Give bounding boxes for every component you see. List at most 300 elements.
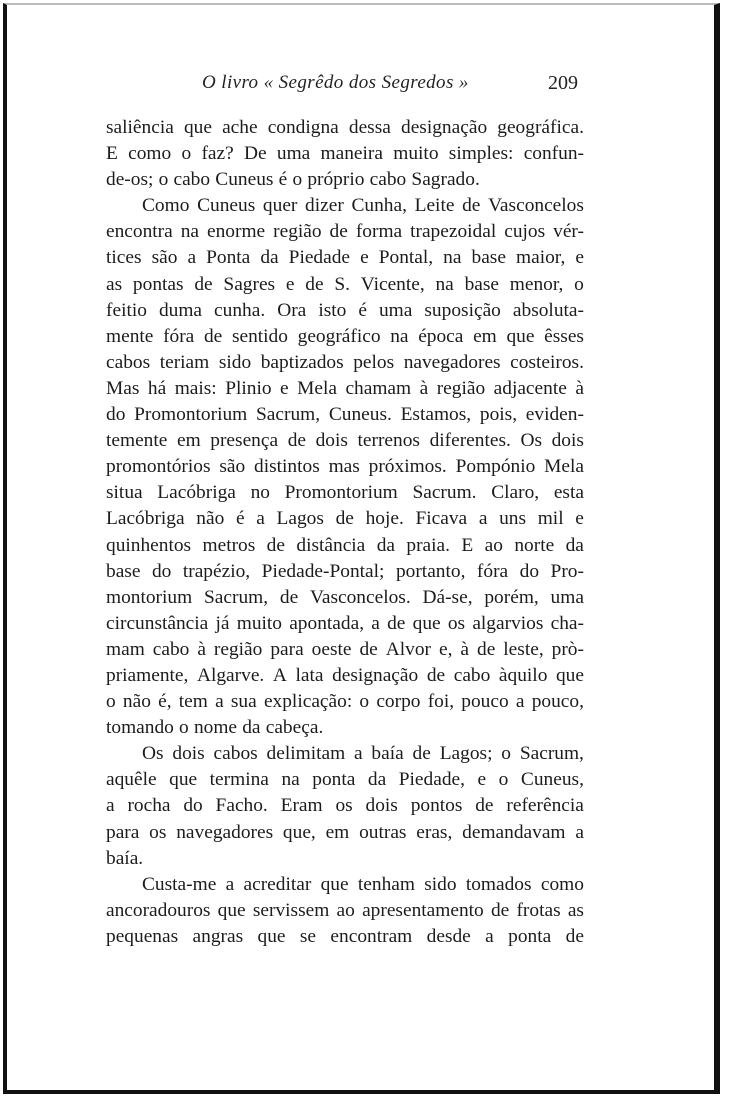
word: dois bbox=[315, 430, 348, 452]
word: que bbox=[217, 899, 246, 921]
word: cunha. bbox=[214, 299, 266, 321]
word: em bbox=[325, 821, 350, 843]
word: Piedade, bbox=[398, 769, 465, 791]
word: frotas bbox=[516, 899, 561, 921]
body-text bbox=[106, 115, 584, 950]
word: diferentes. bbox=[429, 430, 511, 452]
text-line bbox=[106, 167, 584, 193]
word: Cuneus, bbox=[520, 769, 584, 791]
word: portanto, bbox=[395, 560, 466, 582]
word: muito bbox=[393, 143, 439, 165]
word: corpo bbox=[376, 691, 421, 713]
word: termina bbox=[209, 769, 269, 791]
word: pouco bbox=[461, 691, 509, 713]
text-line bbox=[106, 663, 584, 689]
word: ancoradouros bbox=[106, 899, 211, 921]
word: uma bbox=[276, 143, 311, 165]
word: na bbox=[435, 273, 454, 295]
word: se bbox=[299, 925, 317, 947]
text-line bbox=[106, 454, 584, 480]
text-line bbox=[106, 820, 584, 846]
word: Lagos bbox=[276, 508, 324, 530]
word: da bbox=[565, 534, 584, 556]
word: algarvios bbox=[472, 612, 544, 634]
word: maior, bbox=[516, 247, 566, 269]
word: pouco, bbox=[531, 691, 584, 713]
word: a bbox=[225, 873, 235, 895]
word: Cuneus. bbox=[328, 404, 392, 426]
word: em bbox=[473, 325, 497, 347]
word: geográfica. bbox=[497, 117, 584, 138]
word: as bbox=[106, 273, 123, 295]
word: porém, bbox=[484, 586, 539, 608]
word: Sacrum. bbox=[412, 482, 477, 504]
word: geográfico bbox=[297, 325, 381, 347]
word: há bbox=[147, 377, 167, 399]
word: a bbox=[485, 925, 494, 947]
text-line bbox=[106, 506, 584, 532]
text-line bbox=[106, 350, 584, 376]
word: enorme bbox=[207, 221, 266, 243]
word: duma bbox=[158, 299, 203, 321]
word: esta bbox=[553, 482, 584, 504]
word: dois bbox=[172, 743, 205, 765]
text-line bbox=[106, 898, 584, 924]
word: de bbox=[565, 925, 584, 947]
text-line bbox=[106, 219, 584, 245]
word: o bbox=[179, 717, 189, 739]
word: à bbox=[575, 377, 584, 399]
word: a bbox=[515, 691, 525, 713]
word: como bbox=[540, 873, 584, 895]
word: Vasconcelos. bbox=[309, 586, 411, 608]
word: as bbox=[567, 899, 584, 921]
word: é, bbox=[158, 691, 172, 713]
word: na bbox=[281, 769, 300, 791]
word: da bbox=[260, 247, 279, 269]
word: do bbox=[106, 404, 126, 426]
word: na bbox=[180, 221, 200, 243]
word: a bbox=[215, 691, 224, 713]
word: cabo bbox=[173, 169, 211, 191]
word: de bbox=[194, 273, 213, 295]
word: leste, bbox=[503, 638, 544, 660]
word: baía. bbox=[106, 847, 144, 869]
word: sido bbox=[424, 873, 457, 895]
word: ao bbox=[336, 899, 355, 921]
word: o bbox=[498, 769, 509, 791]
word: cabos bbox=[213, 743, 258, 765]
word: promontórios bbox=[106, 456, 211, 478]
word: teriam bbox=[159, 351, 210, 373]
word: faz? bbox=[201, 143, 234, 165]
word: Ponta bbox=[206, 247, 251, 269]
text-line bbox=[106, 846, 584, 872]
word: Vicente, bbox=[360, 273, 425, 295]
word: de bbox=[335, 508, 354, 530]
word: sido bbox=[218, 351, 252, 373]
word: distância bbox=[296, 534, 366, 556]
word: trapezoidal bbox=[410, 221, 497, 243]
word: uma bbox=[550, 586, 584, 608]
word: de bbox=[203, 325, 223, 347]
word: suposição bbox=[424, 299, 501, 321]
word: Dá-se, bbox=[422, 586, 473, 608]
text-line bbox=[106, 585, 584, 611]
word: uns bbox=[499, 508, 527, 530]
text-line bbox=[106, 428, 584, 454]
running-title: O livro « Segrêdo dos Segredos » bbox=[202, 72, 469, 93]
word: Promontorium bbox=[284, 482, 398, 504]
word: o bbox=[181, 143, 192, 165]
word: à bbox=[197, 638, 206, 660]
text-line bbox=[106, 533, 584, 559]
word: de bbox=[279, 586, 299, 608]
text-line bbox=[106, 559, 584, 585]
word: priamente, bbox=[106, 664, 189, 686]
text-line bbox=[106, 402, 584, 428]
word: cabo bbox=[453, 664, 491, 686]
word: presença bbox=[210, 430, 279, 452]
word: E bbox=[106, 143, 118, 165]
word: Ora bbox=[277, 299, 307, 321]
word: tem bbox=[178, 691, 208, 713]
word: mais: bbox=[174, 377, 217, 399]
word: encontra bbox=[106, 221, 173, 243]
word: que bbox=[169, 769, 198, 791]
word: já bbox=[215, 612, 230, 634]
word: Os bbox=[142, 743, 164, 765]
word: não bbox=[122, 691, 151, 713]
word: de bbox=[266, 534, 285, 556]
word: circunstância bbox=[106, 612, 209, 634]
word: Ficava bbox=[415, 508, 468, 530]
word: acreditar bbox=[243, 873, 312, 895]
word: os bbox=[149, 821, 167, 843]
word: de bbox=[387, 612, 406, 634]
word: apontada, bbox=[289, 612, 365, 634]
word: E bbox=[461, 534, 474, 556]
word: delimitam bbox=[266, 743, 346, 765]
word: como bbox=[128, 143, 172, 165]
word: de bbox=[462, 195, 481, 217]
text-line bbox=[106, 193, 584, 219]
word: da bbox=[367, 769, 387, 791]
word: Cuneus bbox=[215, 169, 274, 191]
word: no bbox=[250, 482, 270, 504]
word: e bbox=[360, 247, 369, 269]
word: hoje. bbox=[365, 508, 404, 530]
word: o bbox=[158, 169, 169, 191]
word: o bbox=[501, 743, 511, 765]
word: Claro, bbox=[491, 482, 540, 504]
word: região bbox=[436, 377, 486, 399]
word: próximos. bbox=[368, 456, 447, 478]
word: ache bbox=[222, 117, 258, 138]
word: nome bbox=[193, 717, 238, 739]
word: próprio bbox=[307, 169, 365, 191]
word: para bbox=[106, 821, 140, 843]
word: da bbox=[376, 534, 395, 556]
word: forma bbox=[355, 221, 403, 243]
word: tomados bbox=[465, 873, 532, 895]
word: e, bbox=[438, 638, 453, 660]
word: do bbox=[519, 560, 540, 582]
text-line bbox=[106, 324, 584, 350]
word: navegadores bbox=[403, 351, 501, 373]
word: a bbox=[187, 247, 197, 269]
word: base bbox=[106, 560, 141, 582]
word: menor, bbox=[509, 273, 564, 295]
word: pontos bbox=[410, 795, 463, 817]
word: mente bbox=[106, 325, 154, 347]
word: o bbox=[106, 691, 116, 713]
word: Sagrado. bbox=[411, 169, 480, 191]
word: distintos bbox=[254, 456, 320, 478]
word: base bbox=[464, 273, 500, 295]
word: S. bbox=[334, 273, 350, 295]
word: maneira bbox=[320, 143, 383, 165]
word: êsses bbox=[544, 325, 584, 347]
word: de bbox=[287, 430, 306, 452]
word: Pro- bbox=[550, 560, 584, 582]
word: e bbox=[477, 769, 487, 791]
word: Alvor bbox=[385, 638, 432, 660]
word: Facho. bbox=[215, 795, 268, 817]
word: pequenas bbox=[106, 925, 179, 947]
word: angras bbox=[192, 925, 244, 947]
word: dois bbox=[551, 430, 584, 452]
text-line bbox=[106, 689, 584, 715]
word: Vasconcelos bbox=[488, 195, 584, 217]
word: são bbox=[219, 456, 246, 478]
word: dessa bbox=[348, 117, 391, 138]
word: mam bbox=[106, 638, 145, 660]
word: sua bbox=[230, 691, 257, 713]
text-line bbox=[106, 376, 584, 402]
text-line bbox=[106, 715, 584, 741]
text-line bbox=[106, 115, 584, 141]
word: designação bbox=[401, 117, 488, 138]
word: outras bbox=[359, 821, 407, 843]
word: encontram bbox=[330, 925, 413, 947]
word: de bbox=[329, 221, 348, 243]
text-line bbox=[106, 272, 584, 298]
word: sentido bbox=[231, 325, 288, 347]
word: a bbox=[478, 508, 488, 530]
word: Promontorium bbox=[134, 404, 248, 426]
word: a bbox=[353, 743, 363, 765]
word: prò- bbox=[551, 638, 584, 660]
word: terrenos bbox=[357, 430, 420, 452]
text-line bbox=[106, 767, 584, 793]
word: o bbox=[574, 273, 584, 295]
word: apresentamento bbox=[362, 899, 484, 921]
word: tomando bbox=[106, 717, 174, 739]
word: Sacrum, bbox=[203, 586, 269, 608]
word: temente bbox=[106, 430, 168, 452]
word: é bbox=[358, 299, 367, 321]
word: em bbox=[176, 430, 201, 452]
word: uma bbox=[378, 299, 413, 321]
text-line bbox=[106, 480, 584, 506]
word: absoluta- bbox=[512, 299, 584, 321]
word: para bbox=[270, 638, 304, 660]
word: Lacóbriga bbox=[157, 482, 236, 504]
word: a bbox=[371, 612, 380, 634]
word: na bbox=[390, 325, 409, 347]
word: Mas bbox=[106, 377, 140, 399]
word: os bbox=[447, 612, 466, 634]
word: metros bbox=[202, 534, 256, 556]
word: que bbox=[412, 612, 441, 634]
word: rocha bbox=[127, 795, 171, 817]
text-line bbox=[106, 741, 584, 767]
word: pelos bbox=[353, 351, 395, 373]
word: são bbox=[151, 247, 178, 269]
word: designação bbox=[332, 664, 419, 686]
word: Como bbox=[142, 195, 190, 217]
word: e bbox=[280, 377, 289, 399]
word: demandavam bbox=[462, 821, 566, 843]
word: cha- bbox=[550, 612, 584, 634]
word: e bbox=[285, 273, 295, 295]
word: que, bbox=[282, 821, 316, 843]
word: de bbox=[359, 638, 378, 660]
word: cabos bbox=[106, 351, 151, 373]
word: a bbox=[575, 821, 584, 843]
word: Leite bbox=[414, 195, 455, 217]
word: oeste bbox=[311, 638, 352, 660]
word: praia. bbox=[406, 534, 450, 556]
text-line bbox=[106, 872, 584, 898]
word: que bbox=[506, 325, 535, 347]
word: dizer bbox=[305, 195, 344, 217]
word: simples: bbox=[448, 143, 514, 165]
word: lata bbox=[295, 664, 324, 686]
word: montorium bbox=[106, 586, 193, 608]
word: que bbox=[257, 925, 286, 947]
word: tenham bbox=[357, 873, 415, 895]
word: eviden- bbox=[525, 404, 584, 426]
word: pois, bbox=[479, 404, 518, 426]
word: é bbox=[235, 508, 245, 530]
word: de bbox=[412, 743, 431, 765]
word: ponta bbox=[312, 769, 356, 791]
word: base bbox=[471, 247, 506, 269]
word: feitio bbox=[106, 299, 147, 321]
word: na bbox=[443, 247, 462, 269]
word: norte bbox=[514, 534, 555, 556]
word: quinhentos bbox=[106, 534, 192, 556]
word: costeiros. bbox=[510, 351, 584, 373]
word: baptizados bbox=[260, 351, 344, 373]
word: situa bbox=[106, 482, 143, 504]
word: Custa-me bbox=[142, 873, 217, 895]
page-header bbox=[106, 72, 586, 102]
word: Mela bbox=[297, 377, 337, 399]
word: de bbox=[477, 638, 496, 660]
word: Plinio bbox=[225, 377, 272, 399]
word: fóra bbox=[476, 560, 509, 582]
word: desde bbox=[426, 925, 471, 947]
word: baía bbox=[371, 743, 404, 765]
word: Piedade bbox=[288, 247, 351, 269]
word: quer bbox=[262, 195, 298, 217]
word: da bbox=[242, 717, 261, 739]
word: Sagres bbox=[223, 273, 276, 295]
word: explicação: bbox=[263, 691, 353, 713]
word: De bbox=[244, 143, 267, 165]
word: região bbox=[273, 221, 322, 243]
word: Mela bbox=[544, 456, 584, 478]
word: Lagos; bbox=[439, 743, 493, 765]
word: Os bbox=[520, 430, 543, 452]
word: foi, bbox=[427, 691, 455, 713]
word: aquêle bbox=[106, 769, 157, 791]
word: Pompónio bbox=[455, 456, 536, 478]
word: servissem bbox=[252, 899, 330, 921]
word: chamam bbox=[345, 377, 412, 399]
word: à bbox=[419, 377, 429, 399]
word: Algarve. bbox=[196, 664, 265, 686]
word: eras, bbox=[416, 821, 453, 843]
word: mas bbox=[328, 456, 360, 478]
word: Cuneus bbox=[197, 195, 256, 217]
word: de bbox=[426, 664, 446, 686]
page-number: 209 bbox=[548, 72, 578, 94]
word: fóra bbox=[163, 325, 195, 347]
word: mil bbox=[537, 508, 564, 530]
word: navegadores bbox=[176, 821, 274, 843]
text-line bbox=[106, 611, 584, 637]
word: Lacóbriga bbox=[106, 508, 185, 530]
word: os bbox=[335, 795, 353, 817]
word: Sacrum, bbox=[519, 743, 584, 765]
word: que bbox=[555, 664, 584, 686]
word: o bbox=[359, 691, 370, 713]
word: Cunha, bbox=[351, 195, 407, 217]
word: ponta bbox=[508, 925, 552, 947]
word: Pontal, bbox=[378, 247, 434, 269]
word: e bbox=[575, 247, 584, 269]
text-line bbox=[106, 245, 584, 271]
word: confun- bbox=[523, 143, 584, 165]
word: cabo bbox=[152, 638, 190, 660]
word: dois bbox=[365, 795, 398, 817]
text-line bbox=[106, 141, 584, 167]
word: àquilo bbox=[498, 664, 548, 686]
word: cujos bbox=[504, 221, 546, 243]
word: tices bbox=[106, 247, 142, 269]
word: saliência bbox=[106, 117, 174, 138]
word: A bbox=[272, 664, 287, 686]
word: de-os; bbox=[106, 169, 154, 191]
word: à bbox=[460, 638, 470, 660]
text-line bbox=[106, 924, 584, 950]
text-line bbox=[106, 298, 584, 324]
text-line bbox=[106, 793, 584, 819]
word: do bbox=[151, 560, 172, 582]
word: que bbox=[320, 873, 349, 895]
word: é bbox=[278, 169, 288, 191]
word: e bbox=[575, 508, 584, 530]
word: Estamos, bbox=[400, 404, 472, 426]
word: ao bbox=[484, 534, 503, 556]
word: região bbox=[213, 638, 263, 660]
word: muito bbox=[236, 612, 282, 634]
word: do bbox=[183, 795, 203, 817]
